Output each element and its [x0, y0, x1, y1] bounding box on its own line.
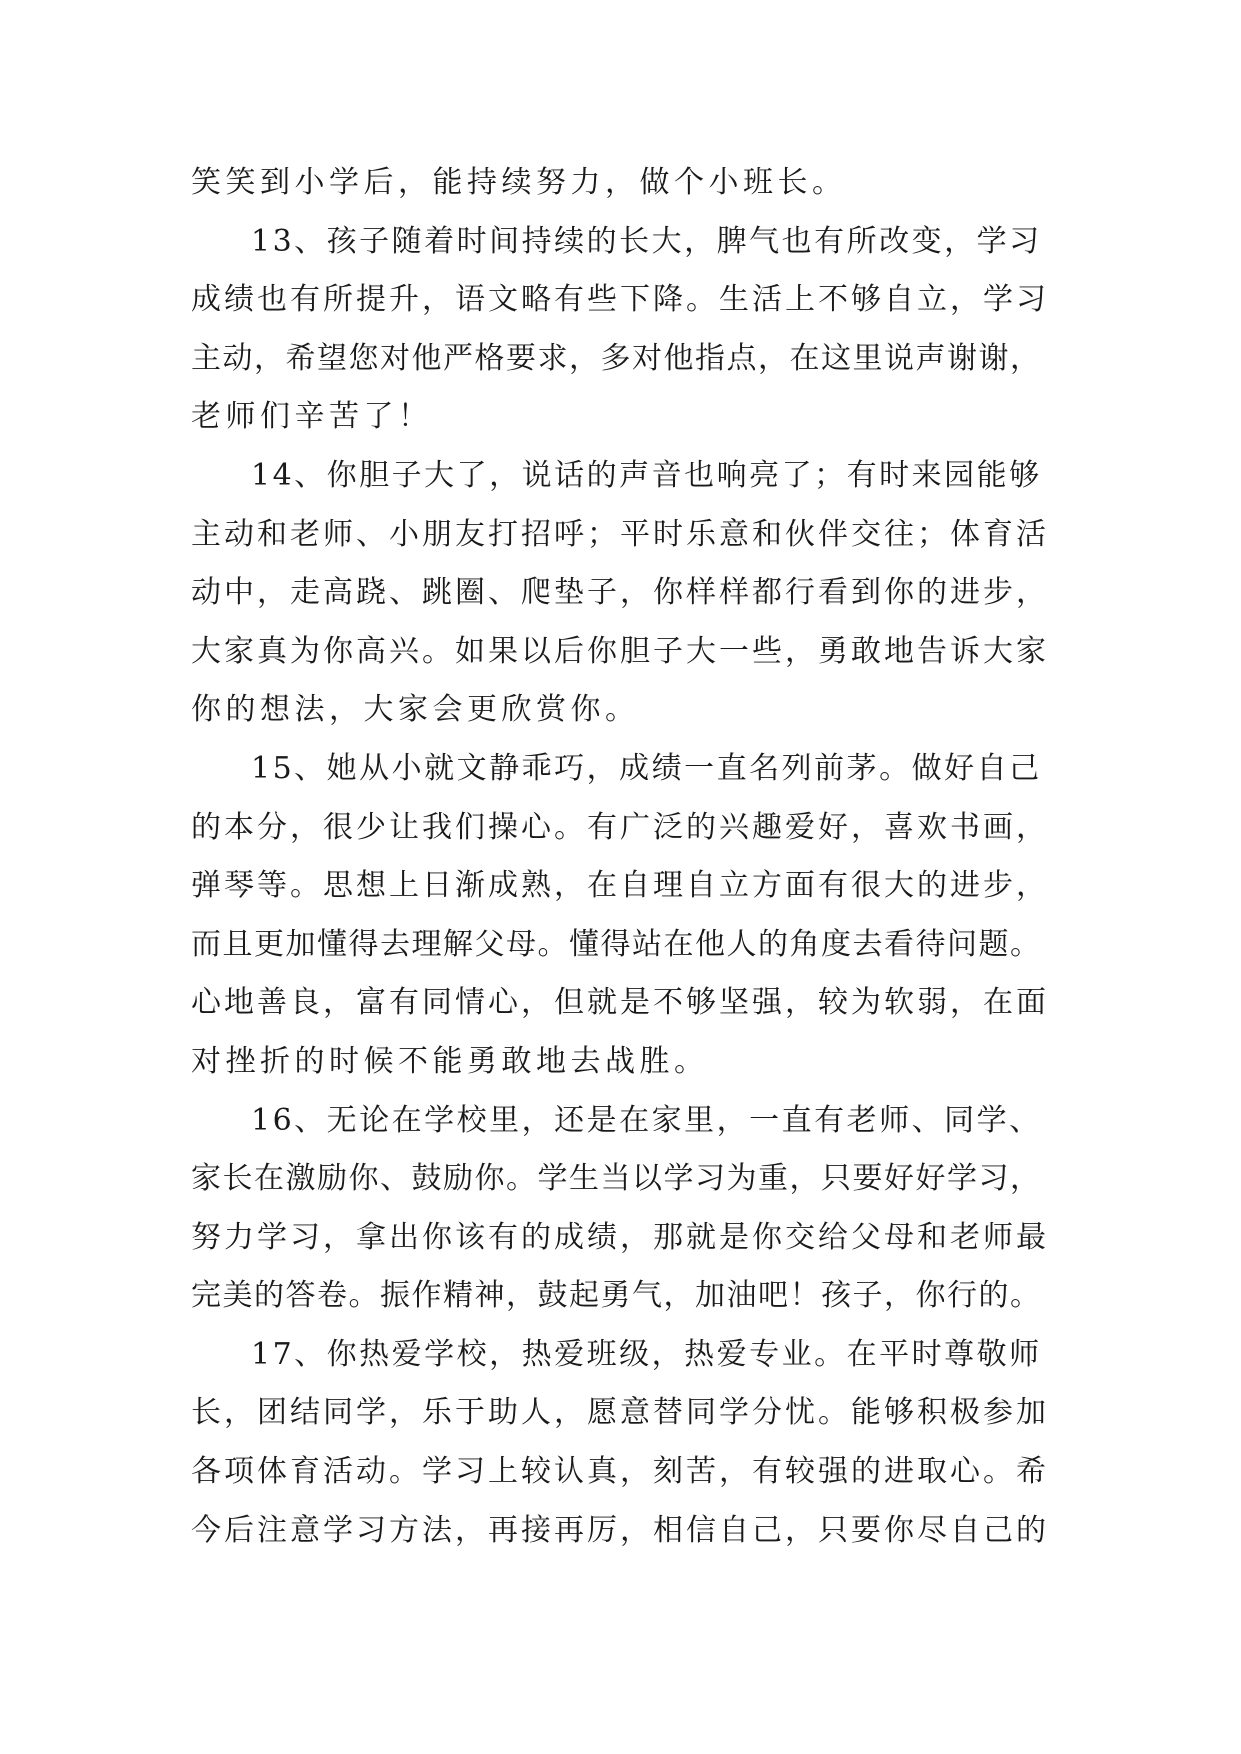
- text-line: 完美的答卷。振作精神，鼓起勇气，加油吧！孩子，你行的。: [191, 1278, 1042, 1314]
- text-line: 主动，希望您对他严格要求，多对他指点，在这里说声谢谢，: [191, 340, 1042, 376]
- text-line: 动中，走高跷、跳圈、爬垫子，你样样都行看到你的进步，: [191, 575, 1049, 611]
- text-line: 各项体育活动。学习上较认真，刻苦，有较强的进取心。希: [191, 1454, 1049, 1490]
- text-line: 17、你热爱学校，热爱班级，热爱专业。在平时尊敬师: [251, 1336, 1042, 1372]
- text-line: 主动和老师、小朋友打招呼；平时乐意和伙伴交往；体育活: [191, 516, 1049, 552]
- text-line: 13、孩子随着时间持续的长大，脾气也有所改变，学习: [251, 223, 1042, 259]
- text-line: 心地善良，富有同情心，但就是不够坚强，较为软弱，在面: [191, 985, 1049, 1021]
- text-line: 你的想法，大家会更欣赏你。: [191, 692, 640, 728]
- text-line: 16、无论在学校里，还是在家里，一直有老师、同学、: [251, 1102, 1042, 1138]
- text-line: 成绩也有所提升，语文略有些下降。生活上不够自立，学习: [191, 282, 1049, 318]
- text-line: 14、你胆子大了，说话的声音也响亮了；有时来园能够: [251, 457, 1042, 493]
- text-line: 的本分，很少让我们操心。有广泛的兴趣爱好，喜欢书画，: [191, 809, 1049, 845]
- text-line: 弹琴等。思想上日渐成熟，在自理自立方面有很大的进步，: [191, 868, 1049, 904]
- text-line: 今后注意学习方法，再接再厉，相信自己，只要你尽自己的: [191, 1512, 1049, 1548]
- text-line: 对挫折的时候不能勇敢地去战胜。: [191, 1043, 709, 1079]
- text-line: 笑笑到小学后，能持续努力，做个小班长。: [191, 165, 847, 200]
- text-line: 家长在激励你、鼓励你。学生当以学习为重，只要好好学习，: [191, 1161, 1042, 1197]
- text-line: 而且更加懂得去理解父母。懂得站在他人的角度去看待问题。: [191, 926, 1042, 962]
- text-line: 长，团结同学，乐于助人，愿意替同学分忧。能够积极参加: [191, 1395, 1049, 1431]
- text-line: 15、她从小就文静乖巧，成绩一直名列前茅。做好自己: [251, 750, 1042, 786]
- text-line: 大家真为你高兴。如果以后你胆子大一些，勇敢地告诉大家: [191, 633, 1049, 669]
- body-text: [191, 154, 1051, 1560]
- text-line: 努力学习，拿出你该有的成绩，那就是你交给父母和老师最: [191, 1219, 1049, 1255]
- text-line: 老师们辛苦了！: [191, 399, 433, 435]
